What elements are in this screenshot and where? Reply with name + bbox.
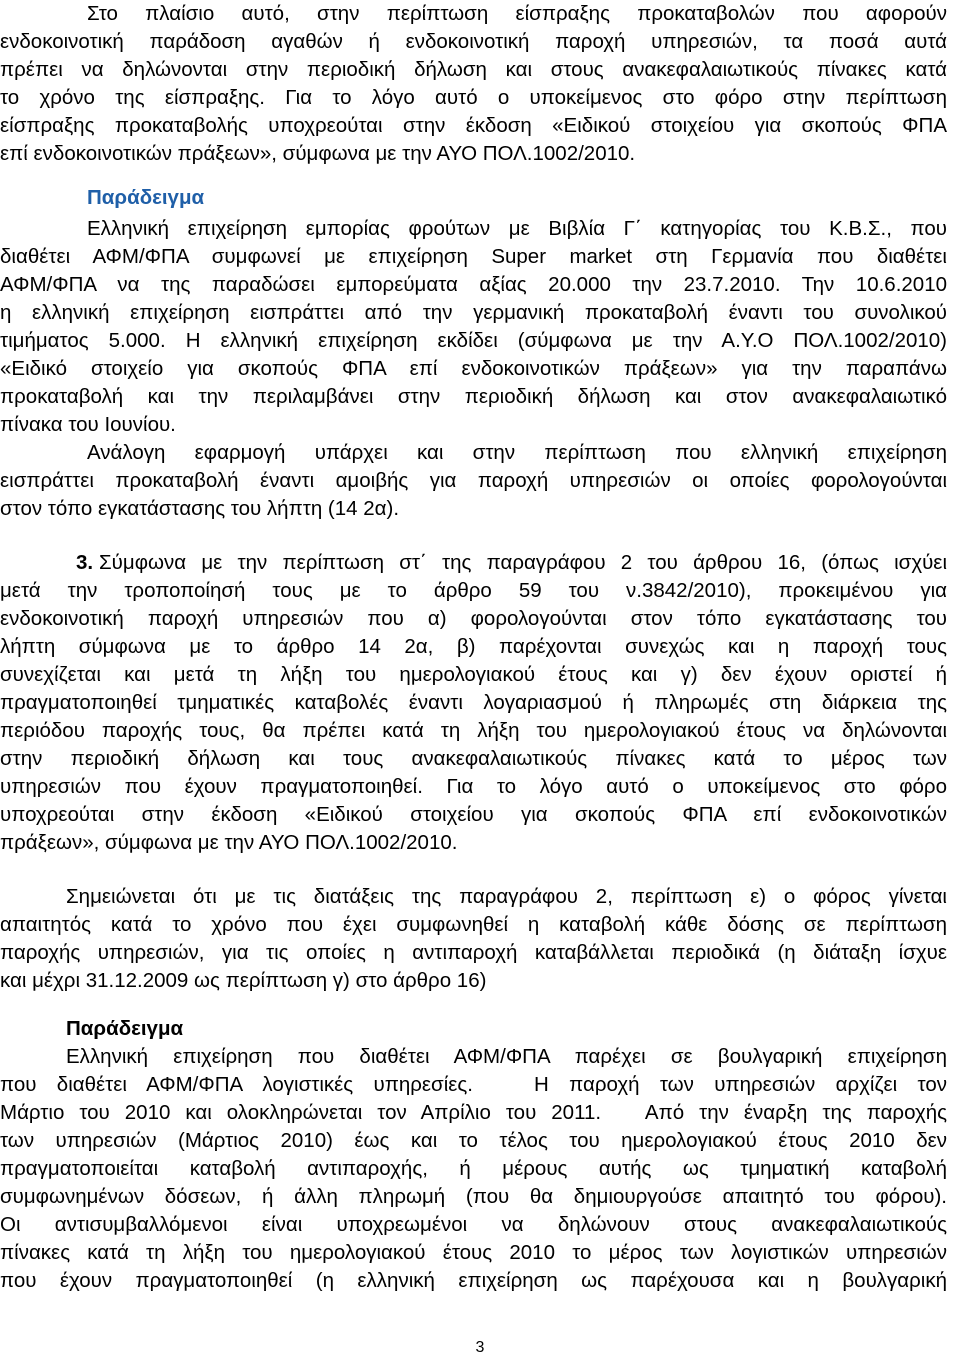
- example-heading: Παράδειγμα: [66, 1017, 184, 1040]
- text-line: των υπηρεσιών (Μάρτιος 2010) έως και το τέλος του ημερολογιακού έτους 2010 δεν: [0, 1129, 947, 1152]
- text-line: προκαταβολή και την περιλαμβάνει στην περιοδική δήλωση και στον ανακεφαλαιωτικό: [0, 385, 947, 408]
- text-line: στην περιοδική δήλωση και τους ανακεφαλαιωτικούς πίνακες κατά το μέρος των: [0, 747, 947, 770]
- text-line: Σημειώνεται ότι με τις διατάξεις της παραγράφου 2, περίπτωση ε) ο φόρος γίνεται: [66, 885, 947, 908]
- text-line: πρέπει να δηλώνονται στην περιοδική δήλωση και στους ανακεφαλαιωτικούς πίνακες κατά: [0, 58, 947, 81]
- page-number: 3: [475, 1339, 485, 1356]
- text-line: η ελληνική επιχείρηση εισπράττει από την γερμανική προκαταβολή έναντι του συνολικού: [0, 301, 947, 324]
- text-line: ΑΦΜ/ΦΠΑ να της παραδώσει εμπορεύματα αξίας 20.000 την 23.7.2010. Την 10.6.2010: [0, 273, 947, 296]
- text-line: και μέχρι 31.12.2009 ως περίπτωση γ) στο άρθρο 16): [0, 969, 487, 992]
- text-line: Ελληνική επιχείρηση που διαθέτει ΑΦΜ/ΦΠΑ παρέχει σε βουλγαρική επιχείρηση: [66, 1045, 947, 1068]
- text-line: περιόδου παροχής τους, θα πρέπει κατά τη λήξη του ημερολογιακού έτους να δηλώνονται: [0, 719, 947, 742]
- text-line: τιμήματος 5.000. Η ελληνική επιχείρηση εκδίδει (σύμφωνα με την Α.Υ.Ο ΠΟΛ.1002/2010): [0, 329, 947, 352]
- text-line: μετά την τροποποίησή τους με το άρθρο 59 του ν.3842/2010), προκειμένου για: [0, 579, 947, 602]
- text-line: υπηρεσιών που έχουν πραγματοποιηθεί. Για το λόγο αυτό ο υποκείμενος στο φόρο: [0, 775, 947, 798]
- text-line: στον τόπο εγκατάστασης του λήπτη (14 2α).: [0, 497, 400, 520]
- text-line: απαιτητός κατά το χρόνο που έχει συμφωνηθεί η καταβολή κάθε δόσης σε περίπτωση: [0, 913, 947, 936]
- text-line: συμφωνημένων δόσεων, ή άλλη πληρωμή (που θα δημιουργούσε απαιτητό του φόρου).: [0, 1185, 947, 1208]
- text-line: Μάρτιο του 2010 και ολοκληρώνεται τον Απρίλιο του 2011. Από την έναρξη της παροχής: [0, 1101, 947, 1124]
- text-line: πραγματοποιείται καταβολή αντιπαροχής, ή μέρους αυτής ως τμηματική καταβολή: [0, 1157, 947, 1180]
- text-line: παροχής υπηρεσιών, για τις οποίες η αντιπαροχή καταβάλλεται περιοδικά (η διάταξη ίσχυε: [0, 941, 947, 964]
- example-heading: Παράδειγμα: [87, 186, 205, 209]
- text-line: υποχρεούται στην έκδοση «Ειδικού στοιχείου για σκοπούς ΦΠΑ επί ενδοκοινοτικών: [0, 803, 947, 826]
- text-line: διαθέτει ΑΦΜ/ΦΠΑ συμφωνεί με επιχείρηση Super market στη Γερμανία που διαθέτει: [0, 245, 947, 268]
- text-line: που διαθέτει ΑΦΜ/ΦΠΑ λογιστικές υπηρεσίες. Η παροχή των υπηρεσιών αρχίζει τον: [0, 1073, 947, 1096]
- text-line: συνεχίζεται και μετά τη λήξη του ημερολογιακού έτους και γ) δεν έχουν οριστεί ή: [0, 663, 947, 686]
- text-line: Ανάλογη εφαρμογή υπάρχει και στην περίπτωση που ελληνική επιχείρηση: [87, 441, 947, 464]
- text-line: πίνακα του Ιουνίου.: [0, 413, 176, 436]
- paragraph-number: 3.: [76, 551, 94, 574]
- text-line: το χρόνο της είσπραξης. Για το λόγο αυτό ο υποκείμενος στο φόρο στην περίπτωση: [0, 86, 947, 109]
- text-line: πράξεων», σύμφωνα με την ΑΥΟ ΠΟΛ.1002/2010.: [0, 831, 458, 854]
- text-line: πίνακες κατά τη λήξη του ημερολογιακού έτους 2010 το μέρος των λογιστικών υπηρεσιών: [0, 1241, 947, 1264]
- text-line: που έχουν πραγματοποιηθεί (η ελληνική επιχείρηση ως παρέχουσα και η βουλγαρική: [0, 1269, 947, 1292]
- text-line: λήπτη σύμφωνα με το άρθρο 14 2α, β) παρέχονται συνεχώς και η παροχή τους: [0, 635, 947, 658]
- text-line: είσπραξης προκαταβολής υποχρεούται στην έκδοση «Ειδικού στοιχείου για σκοπούς ΦΠΑ: [0, 114, 947, 137]
- text-line: «Ειδικό στοιχείο για σκοπούς ΦΠΑ επί ενδοκοινοτικών πράξεων» για την παραπάνω: [0, 357, 947, 380]
- text-line: επί ενδοκοινοτικών πράξεων», σύμφωνα με την ΑΥΟ ΠΟΛ.1002/2010.: [0, 142, 636, 165]
- text-line: Ελληνική επιχείρηση εμπορίας φρούτων με Βιβλία Γ΄ κατηγορίας του Κ.Β.Σ., που: [87, 217, 947, 240]
- text-line: Στο πλαίσιο αυτό, στην περίπτωση είσπραξης προκαταβολών που αφορούν: [87, 2, 947, 25]
- text-line: εισπράττει προκαταβολή έναντι αμοιβής για παροχή υπηρεσιών οι οποίες φορολογούνται: [0, 469, 947, 492]
- text-line: ενδοκοινοτική παροχή υπηρεσιών που α) φορολογούνται στον τόπο εγκατάστασης του: [0, 607, 947, 630]
- text-line: ενδοκοινοτική παράδοση αγαθών ή ενδοκοινοτική παροχή υπηρεσιών, τα ποσά αυτά: [0, 30, 947, 53]
- text-line: πραγματοποιηθεί τμηματικές καταβολές έναντι λογαριασμού ή πληρωμές στη διάρκεια της: [0, 691, 947, 714]
- text-line: Οι αντισυμβαλλόμενοι είναι υποχρεωμένοι να δηλώνουν στους ανακεφαλαιωτικούς: [0, 1213, 947, 1236]
- text-line: Σύμφωνα με την περίπτωση στ΄ της παραγράφου 2 του άρθρου 16, (όπως ισχύει: [99, 551, 947, 574]
